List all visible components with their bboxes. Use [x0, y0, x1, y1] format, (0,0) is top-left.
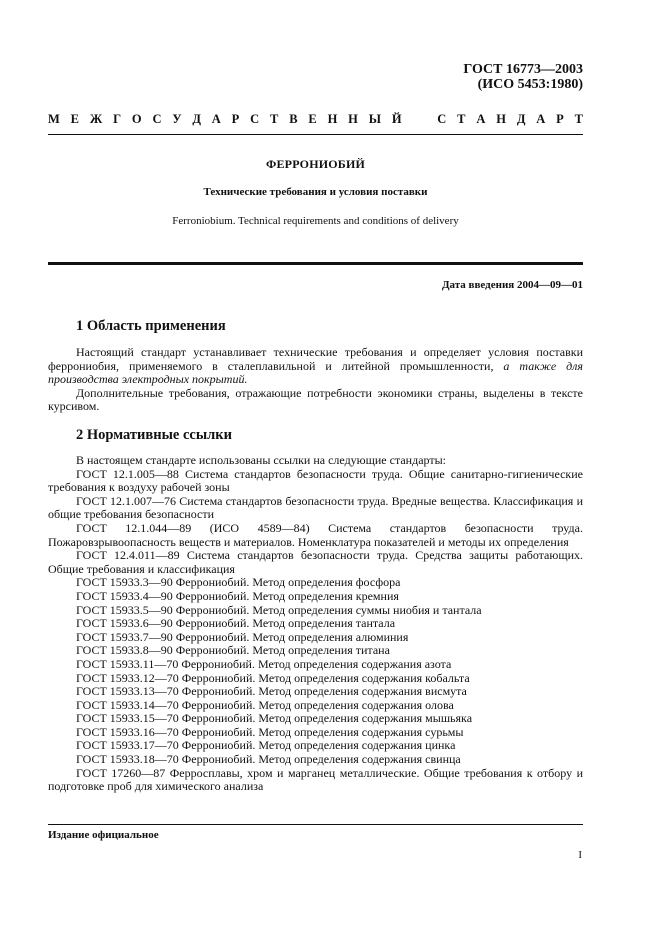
reference-item: ГОСТ 12.1.007—76 Система стандартов безопасности труда. Вредные вещества. Классификация и общие требования безопасности [48, 493, 583, 522]
banner-letter: Г [113, 112, 122, 126]
banner-letter: В [289, 112, 298, 126]
reference-item: ГОСТ 15933.17—70 Феррониобий. Метод определения содержания цинка [76, 738, 456, 753]
reference-item: ГОСТ 15933.16—70 Феррониобий. Метод определения содержания сурьмы [76, 724, 464, 739]
section-1-heading: 1 Область применения [76, 318, 226, 334]
document-subtitle: Технические требования и условия поставки [203, 186, 428, 198]
banner-letter: Й [391, 112, 402, 126]
banner-letter: Т [270, 112, 279, 126]
banner-letter: А [211, 112, 221, 126]
banner-letter: Н [348, 112, 358, 126]
banner-letter: Ж [89, 112, 103, 126]
banner-letter: М [48, 112, 60, 126]
reference-item: ГОСТ 15933.15—70 Феррониобий. Метод определения содержания мышьяка [76, 711, 473, 726]
reference-item: ГОСТ 15933.18—70 Феррониобий. Метод определения содержания свинца [76, 752, 461, 767]
reference-item: ГОСТ 15933.5—90 Феррониобий. Метод определения суммы ниобия и тантала [76, 602, 482, 617]
banner-letter: Р [556, 112, 564, 126]
header-rule [48, 134, 583, 135]
banner-letter: А [536, 112, 546, 126]
scope-text: Настоящий стандарт устанавливает технические требования и определяет условия поставки феррониобия, применяемого в сталеплавильной и литейной промышленности, [48, 345, 583, 373]
reference-item: ГОСТ 15933.4—90 Феррониобий. Метод определения кремния [76, 588, 399, 603]
reference-item: ГОСТ 15933.6—90 Феррониобий. Метод определения тантала [76, 616, 396, 631]
reference-item: ГОСТ 15933.3—90 Феррониобий. Метод определения фосфора [76, 575, 401, 590]
banner-letter: Н [496, 112, 506, 126]
introduction-date: Дата введения 2004—09—01 [441, 279, 583, 291]
title-rule [48, 262, 583, 265]
iso-number: (ИСО 5453:1980) [477, 77, 583, 92]
additional-requirements-paragraph: Дополнительные требования, отражающие потребности экономики страны, выделены в тексте курсивом. [48, 385, 583, 414]
banner-letter: Д [192, 112, 201, 126]
banner-letter: Д [516, 112, 526, 126]
edition-label: Издание официальное [48, 829, 159, 841]
reference-item: ГОСТ 15933.8—90 Феррониобий. Метод определения титана [76, 643, 390, 658]
banner-letter: О [131, 112, 142, 126]
section-2-heading: 2 Нормативные ссылки [76, 427, 232, 443]
document-title: ФЕРРОНИОБИЙ [265, 157, 366, 171]
banner-letter: С [152, 112, 162, 126]
reference-item: ГОСТ 15933.7—90 Феррониобий. Метод определения алюминия [76, 629, 409, 644]
gost-number: ГОСТ 16773—2003 [463, 62, 583, 77]
english-title: Ferroniobium. Technical requirements and conditions of delivery [172, 215, 459, 227]
reference-item: ГОСТ 12.1.044—89 (ИСО 4589—84) Система стандартов безопасности труда. Пожаровзрывоопасность веществ и материалов. Номенклатура показателей и методы их определения [48, 520, 583, 549]
section-2-body [48, 454, 583, 794]
banner-letter: А [476, 112, 486, 126]
reference-item: ГОСТ 15933.12—70 Феррониобий. Метод определения содержания кобальта [76, 670, 470, 685]
page-number: I [578, 849, 582, 861]
banner-letter: Н [327, 112, 338, 126]
banner-letter: Р [231, 112, 240, 126]
document-code [463, 62, 583, 92]
banner-gap [412, 112, 426, 127]
reference-item: ГОСТ 15933.13—70 Феррониобий. Метод определения содержания висмута [76, 684, 467, 699]
banner-letter: Т [457, 112, 466, 126]
banner-letter: У [172, 112, 182, 126]
banner-letter: С [437, 112, 447, 126]
banner-letter: С [250, 112, 260, 126]
banner-letter: Е [70, 112, 79, 126]
interstate-standard-banner [48, 112, 583, 127]
reference-item: ГОСТ 15933.11—70 Феррониобий. Метод определения содержания азота [76, 656, 452, 671]
reference-item: ГОСТ 12.4.011—89 Система стандартов безопасности труда. Средства защиты работающих. Общие требования и классификация [48, 548, 583, 576]
scope-italic-text: а также для производства электродных покрытий. [48, 358, 583, 387]
banner-letter: Е [308, 112, 317, 126]
references-lead: В настоящем стандарте использованы ссылки на следующие стандарты: [76, 453, 447, 467]
scope-paragraph [48, 346, 583, 387]
reference-item: ГОСТ 15933.14—70 Феррониобий. Метод определения содержания олова [76, 697, 454, 712]
section-1-body [48, 346, 583, 414]
reference-item: ГОСТ 17260—87 Ферросплавы, хром и марганец металлические. Общие требования к отбору и подготовке проб для химического анализа [48, 765, 583, 794]
banner-letter: Т [574, 112, 583, 126]
banner-letter: Ы [368, 112, 382, 126]
reference-item: ГОСТ 12.1.005—88 Система стандартов безопасности труда. Общие санитарно-гигиенические требования к воздуху рабочей зоны [48, 466, 583, 495]
footer-rule [48, 824, 583, 825]
